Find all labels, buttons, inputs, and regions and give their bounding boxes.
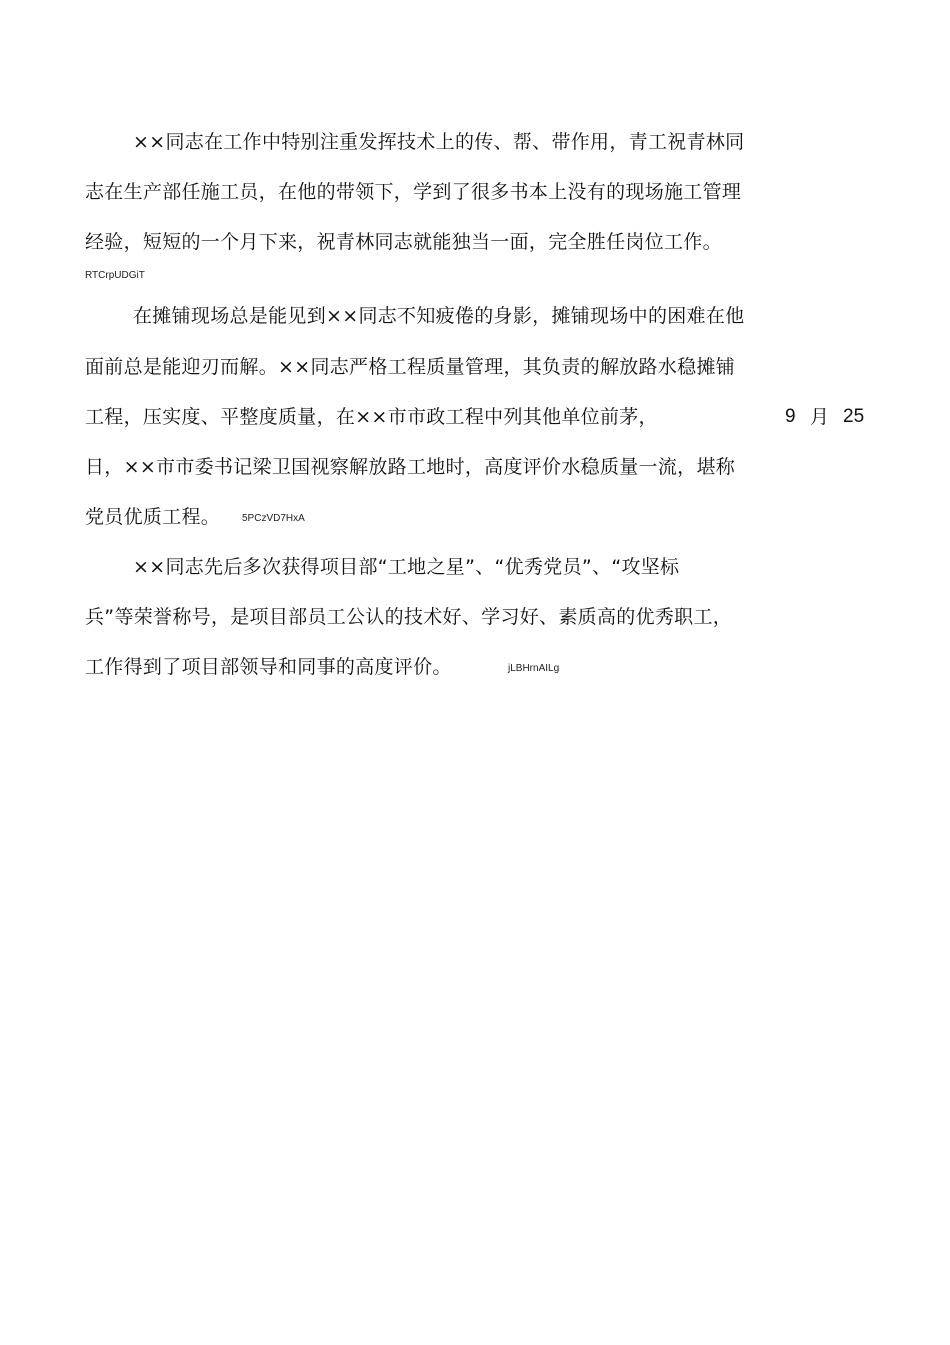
paragraph-2-line-5: 党员优质工程。	[85, 506, 221, 528]
paragraph-1-line-1: ××同志在工作中特别注重发挥技术上的传、帮、带作用，青工祝青林同	[133, 131, 745, 153]
date-day-number: 9	[785, 406, 796, 427]
paragraph-1-line-3: 经验，短短的一个月下来，祝青林同志就能独当一面，完全胜任岗位工作。	[85, 231, 722, 253]
paragraph-3-code: jLBHrnAILg	[508, 663, 560, 674]
paragraph-2-line-2: 面前总是能迎刃而解。××同志严格工程质量管理，其负责的解放路水稳摊铺	[85, 356, 736, 378]
paragraph-3-line-3: 工作得到了项目部领导和同事的高度评价。	[85, 656, 452, 678]
paragraph-2-line-1: 在摊铺现场总是能见到××同志不知疲倦的身影，摊铺现场中的困难在他	[133, 305, 745, 327]
paragraph-3-line-1: ××同志先后多次获得项目部“工地之星”、“优秀党员”、“攻坚标	[133, 556, 680, 578]
paragraph-2-line-3: 工程，压实度、平整度质量，在××市市政工程中列其他单位前茅，	[85, 406, 658, 428]
date-number: 25	[843, 406, 865, 427]
paragraph-2-code: 5PCzVD7HxA	[242, 513, 305, 524]
paragraph-1-line-2: 志在生产部任施工员，在他的带领下，学到了很多书本上没有的现场施工管理	[85, 181, 742, 203]
paragraph-3-line-2: 兵”等荣誉称号，是项目部员工公认的技术好、学习好、素质高的优秀职工，	[85, 606, 733, 628]
date-month-char: 月	[810, 406, 830, 428]
paragraph-1-code: RTCrpUDGiT	[85, 270, 145, 281]
paragraph-2-line-4: 日，××市市委书记梁卫国视察解放路工地时，高度评价水稳质量一流，堪称	[85, 456, 736, 478]
